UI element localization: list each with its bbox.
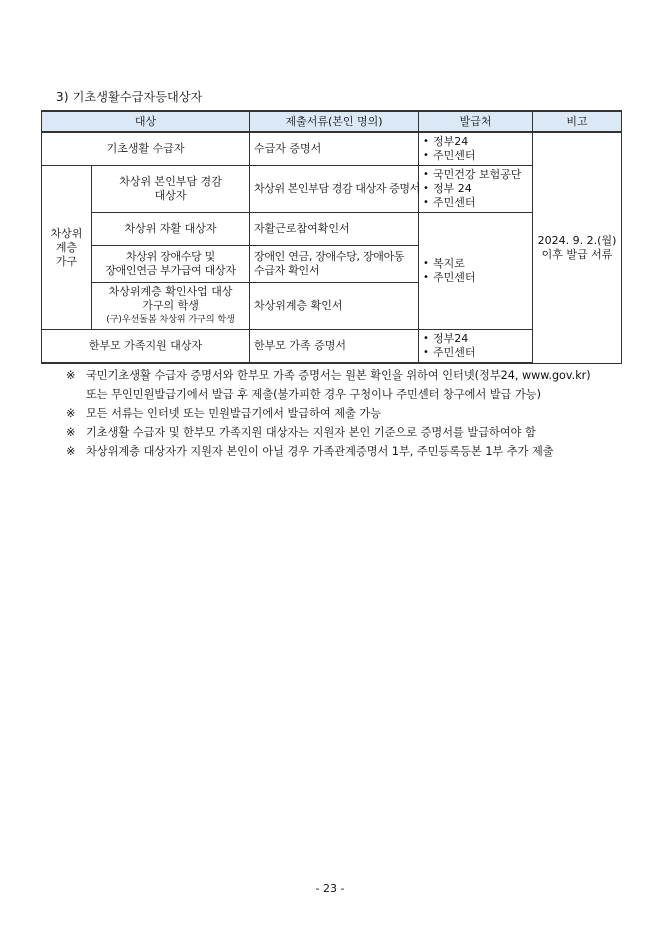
group-label-cell: 차상위 계층 가구 bbox=[42, 166, 92, 330]
issuer-item: • 주민센터 bbox=[423, 149, 528, 163]
note-continuation bbox=[66, 385, 626, 404]
issuer-cell bbox=[419, 213, 533, 330]
issuer-item: • 정부24 bbox=[423, 135, 528, 149]
document-requirements-table bbox=[41, 110, 622, 364]
header-target: 대상 bbox=[42, 111, 250, 132]
note-item bbox=[66, 442, 626, 461]
target-subtext: (구)우선돌봄 차상위 가구의 학생 bbox=[106, 315, 235, 325]
target-cell: 차상위 자활 대상자 bbox=[92, 213, 250, 246]
document-cell: 자활근로참여확인서 bbox=[250, 213, 419, 246]
note-text: 또는 무인민원발급기에서 발급 후 제출(불가피한 경우 구청이나 주민센터 창구에서 발급 가능) bbox=[86, 388, 541, 401]
target-cell bbox=[92, 283, 250, 330]
target-cell: 기초생활 수급자 bbox=[42, 132, 250, 166]
document-cell: 한부모 가족 증명서 bbox=[250, 330, 419, 364]
note-mark: ※ bbox=[66, 407, 76, 420]
note-text: 차상위계층 대상자가 지원자 본인이 아닐 경우 가족관계증명서 1부, 주민등록등본 1부 추가 제출 bbox=[86, 445, 554, 458]
issuer-item: • 주민센터 bbox=[423, 346, 528, 360]
target-text: 차상위계층 확인사업 대상 가구의 학생 bbox=[108, 285, 233, 312]
issuer-item: • 주민센터 bbox=[423, 271, 528, 285]
table-header-row bbox=[42, 111, 622, 132]
page-number: - 23 - bbox=[315, 882, 345, 895]
note-text: 기초생활 수급자 및 한부모 가족지원 대상자는 지원자 본인 기준으로 증명서를 발급하여야 함 bbox=[86, 426, 536, 439]
header-remarks: 비고 bbox=[533, 111, 622, 132]
issuer-cell bbox=[419, 330, 533, 364]
document-cell: 장애인 연금, 장애수당, 장애아동 수급자 확인서 bbox=[250, 246, 419, 283]
note-mark: ※ bbox=[66, 369, 76, 382]
note-text: 국민기초생활 수급자 증명서와 한부모 가족 증명서는 원본 확인을 위하여 인터넷(정부24, www.gov.kr) bbox=[86, 369, 591, 382]
issuer-item: • 정부24 bbox=[423, 332, 528, 346]
table-row bbox=[42, 132, 622, 166]
issuer-cell bbox=[419, 166, 533, 213]
remark-cell: 2024. 9. 2.(월) 이후 발급 서류 bbox=[533, 132, 622, 363]
document-cell: 차상위계층 확인서 bbox=[250, 283, 419, 330]
note-mark: ※ bbox=[66, 426, 76, 439]
document-cell: 차상위 본인부담 경감 대상자 증명서 bbox=[250, 166, 419, 213]
note-item bbox=[66, 366, 626, 385]
note-item bbox=[66, 404, 626, 423]
issuer-item: • 국민건강 보험공단 bbox=[423, 168, 528, 182]
issuer-cell bbox=[419, 132, 533, 166]
notes-section bbox=[66, 366, 626, 461]
issuer-item: • 주민센터 bbox=[423, 196, 528, 210]
header-issuer: 발급처 bbox=[419, 111, 533, 132]
note-mark: ※ bbox=[66, 445, 76, 458]
target-cell: 한부모 가족지원 대상자 bbox=[42, 330, 250, 364]
target-cell: 차상위 본인부담 경감 대상자 bbox=[92, 166, 250, 213]
header-documents: 제출서류(본인 명의) bbox=[250, 111, 419, 132]
note-text: 모든 서류는 인터넷 또는 민원발급기에서 발급하여 제출 가능 bbox=[86, 407, 382, 420]
document-cell: 수급자 증명서 bbox=[250, 132, 419, 166]
issuer-item: • 정부 24 bbox=[423, 182, 528, 196]
target-cell: 차상위 장애수당 및 장애인연금 부가급여 대상자 bbox=[92, 246, 250, 283]
section-title: 3) 기초생활수급자등대상자 bbox=[56, 90, 203, 104]
note-item bbox=[66, 423, 626, 442]
issuer-item: • 복지로 bbox=[423, 257, 528, 271]
